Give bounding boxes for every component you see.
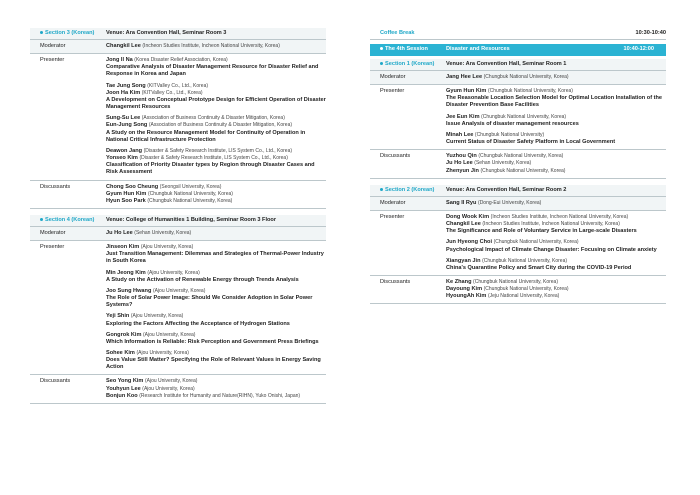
presenter-name: Eun-Jung Song — [106, 122, 148, 129]
presentation-title: China's Quarantine Policy and Smart City during the COVID-19 Period — [446, 264, 632, 271]
moderator-name: Sang Il Ryu — [446, 199, 477, 206]
discussant-affiliation: (Chungbuk National University, Korea) — [480, 167, 566, 174]
presentation-entry — [106, 313, 326, 327]
section-venue: Venue: College of Humanities 1 Building, Seminar Room 3 Floor — [106, 216, 277, 223]
moderator-affiliation: (Chungbuk National University, Korea) — [483, 74, 569, 80]
discussant-affiliation: (Jeju National University, Korea) — [487, 293, 560, 300]
presenter-affiliation: (Korea Disaster Relief Association, Korea) — [134, 57, 228, 64]
section-tag-label: Section 3 (Korean) — [45, 29, 95, 36]
discussant-affiliation: (Ajou University, Korea) — [144, 378, 198, 385]
presenter-row — [370, 85, 666, 150]
discussants-row — [30, 181, 326, 209]
presentation-entry — [106, 332, 326, 346]
section-tag-label: Section 1 (Korean) — [385, 60, 435, 67]
presenter-affiliation: (Chungbuk National University, Korea) — [482, 257, 568, 264]
section-header — [30, 215, 326, 227]
presentation-title: Issue Analysis of disaster management resources — [446, 120, 579, 127]
moderator-name: Changkil Lee — [106, 43, 141, 49]
presenter-name: Joo Sung Hwang — [106, 287, 152, 294]
moderator-row — [370, 197, 666, 211]
presenter-name: Tae Jung Song — [106, 82, 146, 89]
discussants-label: Discussants — [40, 183, 71, 190]
presentation-title: A Development on Conceptual Prototype Design for Efficient Operation of Disaster Management Resources — [106, 96, 326, 111]
presentation-entry — [446, 114, 666, 128]
presentation-entry — [106, 288, 326, 309]
presenter-name: Min Jeong Kim — [106, 269, 146, 276]
discussants-label: Discussants — [380, 278, 411, 285]
moderator-row — [370, 71, 666, 85]
discussant-affiliation: (Chungbuk National University, Korea) — [147, 190, 233, 197]
coffee-break-label: Coffee Break — [380, 29, 415, 36]
presentation-entry — [446, 88, 666, 109]
discussant-name: Zhenyun Jin — [446, 167, 479, 174]
discussants-row — [370, 276, 666, 304]
moderator-row — [30, 227, 326, 241]
discussant-name: Hyun Soo Park — [106, 197, 146, 204]
presentation-title: The Significance and Role of Voluntary Service in Large-scale Disasters — [446, 228, 637, 235]
discussants-row — [370, 150, 666, 178]
session-time: 10:40-12:00 — [623, 46, 654, 53]
presentation-title: The Reasonable Location Selection Model for Optimal Location Installation of the Disaster Prevention Base Facilities — [446, 95, 663, 109]
presenter-name: Jinseon Kim — [106, 244, 140, 251]
section-2 — [370, 185, 666, 211]
presenter-name: Dong Wook Kim — [446, 213, 490, 220]
moderator-label: Moderator — [380, 74, 406, 80]
section-header — [370, 185, 666, 197]
presentation-title: Psychological Impact of Climate Change Disaster: Focusing on Climate anxiety — [446, 246, 657, 253]
discussant-name: Gyum Hun Kim — [106, 190, 147, 197]
presenter-name: Jong Il Na — [106, 57, 133, 64]
discussant-name: HyoungAh Kim — [446, 293, 487, 300]
section-4 — [30, 215, 326, 241]
section-tag-label: Section 4 (Korean) — [45, 216, 95, 223]
bullet-icon — [380, 47, 383, 50]
section-tag — [380, 187, 446, 194]
presenter-name: Yeji Shin — [106, 313, 130, 320]
moderator-affiliation: (Sehan University, Korea) — [134, 229, 192, 236]
presenter-label: Presenter — [40, 57, 65, 64]
presentation-title: Does Value Still Matter? Specifying the Role of Relevant Values in Energy Saving Action — [106, 357, 321, 371]
discussants-label: Discussants — [380, 153, 411, 160]
coffee-break-row — [370, 28, 666, 40]
discussant-affiliation: (Chungbuk National University, Korea) — [478, 153, 564, 160]
presenter-name: Sung-Su Lee — [106, 115, 141, 122]
discussant-name: Yuzhou Qin — [446, 153, 477, 160]
presentation-entry — [446, 214, 666, 235]
presentation-entry — [106, 270, 326, 284]
right-column — [370, 28, 666, 304]
presentation-title: Which Information is Reliable: Risk Perception and Government Press Briefings — [106, 338, 319, 345]
moderator-name: Ju Ho Lee — [106, 229, 133, 236]
bullet-icon — [380, 188, 383, 191]
presenter-affiliation: (Ajou University, Korea) — [136, 350, 189, 356]
presentation-entry — [106, 57, 326, 78]
section-tag-label: Section 2 (Korean) — [385, 186, 435, 193]
presenter-name: Gongrok Kim — [106, 331, 142, 338]
presenter-affiliation: (Disaster & Safety Research Institute, LIS System Co., Ltd., Korea) — [143, 147, 293, 154]
moderator-label: Moderator — [380, 199, 406, 206]
bullet-icon — [40, 31, 43, 34]
moderator-affiliation: (Dong-Eui University, Korea) — [478, 199, 542, 206]
discussant-name: Chong Soo Cheung — [106, 183, 159, 190]
moderator-name: Jang Hee Lee — [446, 74, 483, 80]
presenter-name: Minah Lee — [446, 131, 474, 138]
presenter-affiliation: (Association of Business Continuity & Disaster Mitigation, Korea) — [148, 122, 293, 129]
section-header — [370, 59, 666, 71]
discussants-row — [30, 375, 326, 403]
presentation-entry — [106, 83, 326, 112]
presentation-entry — [106, 115, 326, 144]
section-tag — [40, 30, 106, 37]
presenter-label: Presenter — [40, 244, 65, 251]
discussant-affiliation: (Ajou University, Korea) — [142, 385, 195, 392]
bullet-icon — [40, 218, 43, 221]
session-name-label: The 4th Session — [385, 46, 428, 53]
discussant-affiliation: (Seongsil University, Korea) — [159, 183, 222, 190]
presenter-affiliation: (Chungbuk National University, Korea) — [481, 113, 567, 120]
presentation-entry — [446, 132, 666, 146]
presenter-name: Sohee Kim — [106, 350, 135, 356]
moderator-label: Moderator — [40, 43, 66, 49]
presenter-row — [30, 241, 326, 375]
moderator-affiliation: (Incheon Studies Institute, Incheon National University, Korea) — [142, 43, 280, 49]
section-venue: Venue: Ara Convention Hall, Seminar Room 1 — [446, 60, 567, 67]
presentation-entry — [106, 148, 326, 177]
presentation-entry — [446, 239, 666, 253]
presenter-affiliation: (Chungbuk National University, Korea) — [493, 239, 579, 246]
presentation-title: A Study on the Activation of Renewable Energy through Trends Analysis — [106, 276, 299, 283]
discussants-label: Discussants — [40, 378, 71, 385]
session-name — [380, 46, 446, 53]
presenter-name: Xiangyan Jin — [446, 257, 481, 264]
discussant-name: Ke Zhang — [446, 278, 472, 285]
presentation-entry — [106, 350, 326, 371]
session-theme: Disaster and Resources — [446, 46, 510, 53]
discussant-name: Dayoung Kim — [446, 286, 483, 293]
presenter-name: Yonseo Kim — [106, 155, 138, 162]
coffee-break-time: 10:30-10:40 — [635, 29, 666, 36]
moderator-row — [30, 40, 326, 54]
presenter-name: Jun Hyeong Choi — [446, 239, 492, 246]
presentation-title: The Role of Solar Power Image: Should We Consider Adoption in Solar Power Systems? — [106, 295, 313, 309]
section-3 — [30, 28, 326, 54]
presenter-affiliation: (Incheon Studies Institute, Incheon National University, Korea) — [490, 213, 629, 220]
discussant-affiliation: (Chungbuk National University, Korea) — [147, 197, 233, 204]
discussant-name: Seo Yong Kim — [106, 378, 144, 385]
moderator-label: Moderator — [40, 229, 66, 236]
presenter-affiliation: (Incheon Studies Institute, Incheon National University, Korea) — [482, 221, 620, 228]
discussant-affiliation: (Chungbuk National University, Korea) — [483, 286, 569, 293]
presenter-name: Jee Eun Kim — [446, 113, 480, 120]
section-tag — [380, 61, 446, 68]
presentation-title: Exploring the Factors Affecting the Acceptance of Hydrogen Stations — [106, 320, 290, 327]
presentation-entry — [446, 258, 666, 272]
presenter-row — [30, 54, 326, 180]
presenter-affiliation: (Chungbuk National University) — [474, 131, 545, 138]
presenter-affiliation: (Ajou University, Korea) — [152, 287, 206, 294]
section-tag — [40, 217, 106, 224]
discussant-name: Youhyun Lee — [106, 385, 141, 392]
presenter-affiliation: (Ajou University, Korea) — [130, 313, 184, 320]
presenter-row — [370, 211, 666, 276]
discussant-affiliation: (Research Institute for Humanity and Nature(RIHN), Yuko Onishi, Japan) — [139, 392, 301, 399]
presenter-label: Presenter — [380, 88, 405, 95]
discussant-name: Bonjun Koo — [106, 392, 138, 399]
presentation-title: A Study on the Resource Management Model for Continuity of Operation in National Critical Infrastructure Protection — [106, 129, 306, 143]
presentation-title: Classification of Priority Disaster types by Region through Disaster Cases and Risk Assessment — [106, 162, 315, 176]
section-1 — [370, 59, 666, 85]
section-venue: Venue: Ara Convention Hall, Seminar Room 2 — [446, 186, 567, 193]
session-header — [370, 44, 666, 56]
presenter-name: Gyum Hun Kim — [446, 88, 487, 95]
discussant-name: Ju Ho Lee — [446, 160, 473, 167]
discussant-affiliation: (Sehan University, Korea) — [474, 160, 532, 167]
presenter-affiliation: (Chungbuk National University, Korea) — [487, 88, 573, 95]
presenter-affiliation: (KITValley Co., Ltd., Korea) — [147, 82, 209, 89]
presenter-affiliation: (Disaster & Safety Research Institute, LIS System Co., Ltd., Korea) — [139, 155, 288, 162]
presenter-affiliation: (Association of Business Continuity & Disaster Mitigation, Korea) — [141, 115, 285, 122]
left-column — [30, 28, 326, 404]
presentation-title: Just Transition Management: Dilemmas and Strategies of Thermal-Power Industry in South Korea — [106, 251, 324, 265]
presenter-affiliation: (Ajou University, Korea) — [147, 269, 200, 276]
discussant-affiliation: (Chungbuk National University, Korea) — [473, 278, 558, 285]
presenter-name: Changkil Lee — [446, 221, 481, 228]
presentation-title: Comparative Analysis of Disaster Management Resource for Disaster Relief and Response in Korea and Japan — [106, 64, 319, 78]
section-header — [30, 28, 326, 40]
presenter-affiliation: (Ajou University, Korea) — [143, 331, 196, 338]
presentation-entry — [106, 244, 326, 265]
presenter-name: Joon Ha Kim — [106, 89, 141, 96]
presenter-label: Presenter — [380, 213, 405, 220]
presentation-title: Current Status of Disaster Safety Platform in Local Government — [446, 139, 616, 146]
presenter-name: Deawon Jang — [106, 147, 143, 154]
presenter-affiliation: (KITValley Co., Ltd., Korea) — [141, 89, 203, 96]
bullet-icon — [380, 62, 383, 65]
presenter-affiliation: (Ajou University, Korea) — [140, 244, 194, 251]
section-venue: Venue: Ara Convention Hall, Seminar Room 3 — [106, 29, 227, 36]
